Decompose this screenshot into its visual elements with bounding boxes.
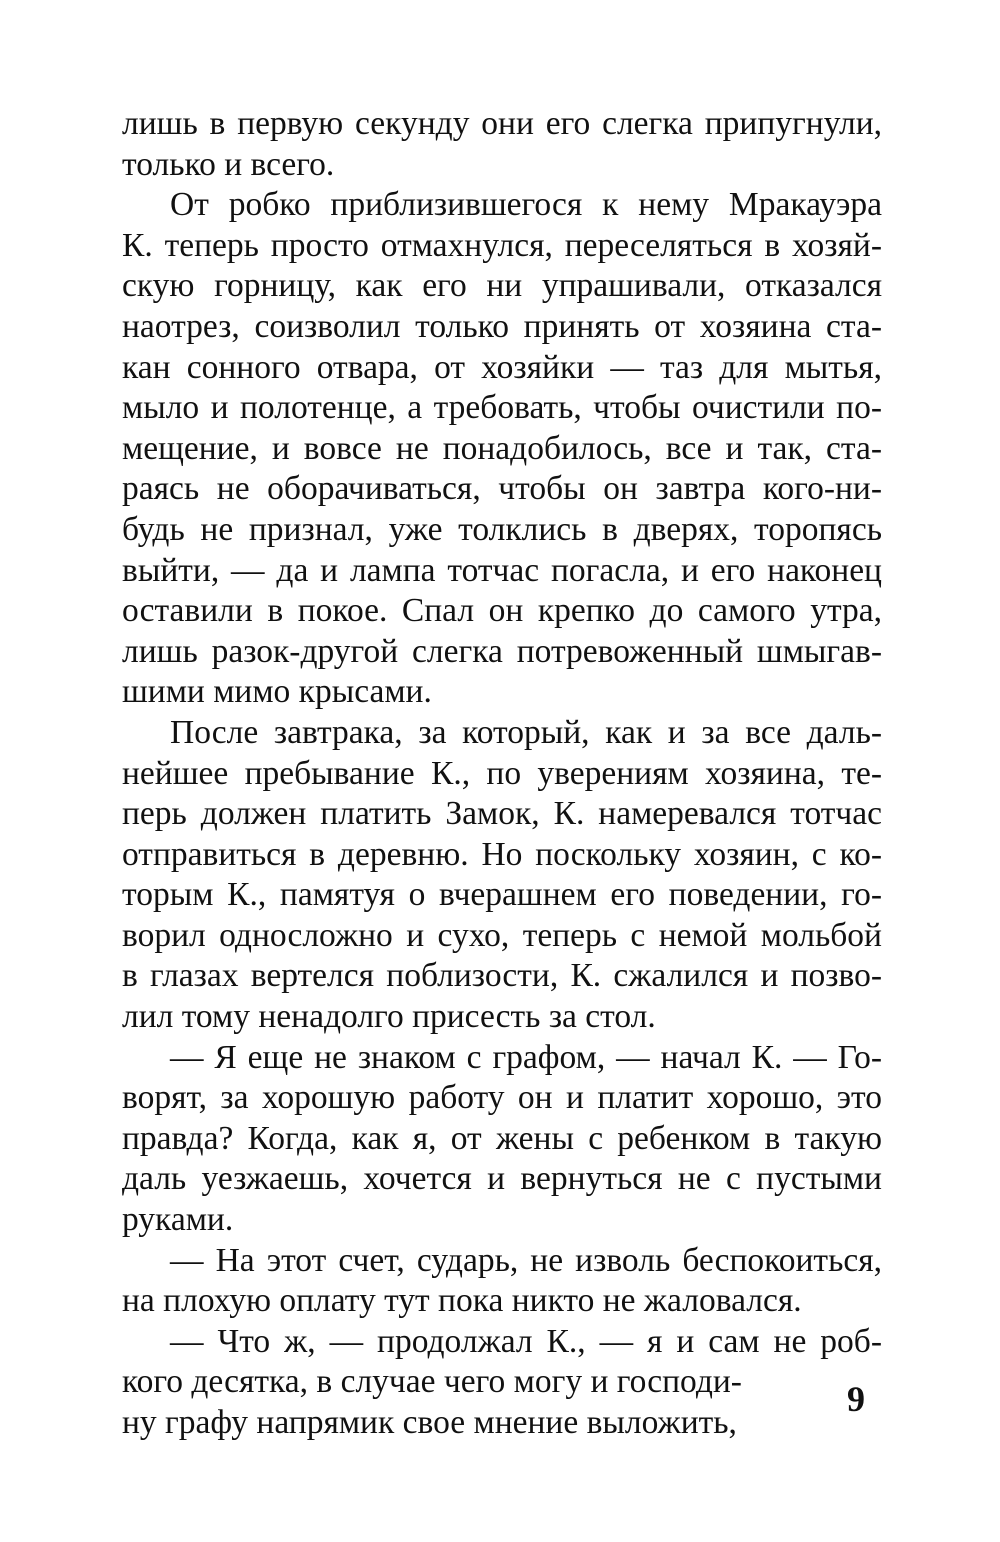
text-line: даль уезжаешь, хочется и вернуться не с пустыми [122, 1160, 882, 1198]
text-line: шими мимо крысами. [122, 673, 432, 711]
text-line: ворил односложно и сухо, теперь с немой мольбой [122, 916, 882, 954]
text-line: После завтрака, за который, как и за все даль- [170, 713, 882, 751]
text-line: правда? Когда, как я, от жены с ребенком в такую [122, 1119, 882, 1157]
text-line: мещение, и вовсе не понадобилось, все и так, ста- [122, 429, 882, 467]
text-line: в глазах вертелся поблизости, К. сжалился и позво- [122, 957, 882, 995]
page-number: 9 [847, 1379, 865, 1419]
text-line: От робко приблизившегося к нему Мракауэра [170, 186, 882, 224]
text-line: будь не признал, уже толклись в дверях, торопясь [122, 510, 882, 548]
text-line: отправиться в деревню. Но поскольку хозяин, с ко- [122, 835, 882, 873]
text-line: кан сонного отвара, от хозяйки — таз для мытья, [122, 348, 882, 386]
text-line: — Что ж, — продолжал К., — я и сам не роб- [170, 1322, 882, 1360]
text-line: скую горницу, как его ни упрашивали, отказался [122, 267, 882, 305]
text-line: лишь в первую секунду они его слегка припугнули, [122, 105, 882, 142]
text-line: выйти, — да и лампа тотчас погасла, и его наконец [122, 551, 882, 589]
text-line: торым К., памятуя о вчерашнем его поведении, го- [122, 876, 882, 914]
text-line: на плохую оплату тут пока никто не жаловался. [122, 1282, 802, 1320]
text-line: только и всего. [122, 145, 335, 183]
text-line: ну графу напрямик свое мнение выложить, [122, 1404, 737, 1441]
text-line: К. теперь просто отмахнулся, переселяться в хозяй- [122, 226, 882, 264]
text-line: наотрез, соизволил только принять от хозяина ста- [122, 307, 882, 345]
body-text [122, 104, 882, 1444]
text-line: — На этот счет, сударь, не изволь беспокоиться, [170, 1241, 882, 1279]
text-line: лил тому ненадолго присесть за стол. [122, 998, 656, 1036]
text-line: кого десятка, в случае чего могу и господи- [122, 1363, 742, 1401]
text-line: нейшее пребывание К., по уверениям хозяина, те- [122, 754, 882, 792]
text-line: ворят, за хорошую работу он и платит хорошо, это [122, 1079, 882, 1117]
text-line: мыло и полотенце, а требовать, чтобы очистили по- [122, 389, 882, 427]
text-line: руками. [122, 1201, 234, 1239]
text-line: оставили в покое. Спал он крепко до самого утра, [122, 592, 882, 630]
text-line: раясь не оборачиваться, чтобы он завтра кого-ни- [122, 470, 882, 508]
text-line: перь должен платить Замок, К. намеревался тотчас [122, 795, 882, 833]
text-line: — Я еще не знаком с графом, — начал К. — Го- [170, 1038, 882, 1076]
text-line: лишь разок-другой слегка потревоженный шмыгав- [122, 632, 882, 670]
